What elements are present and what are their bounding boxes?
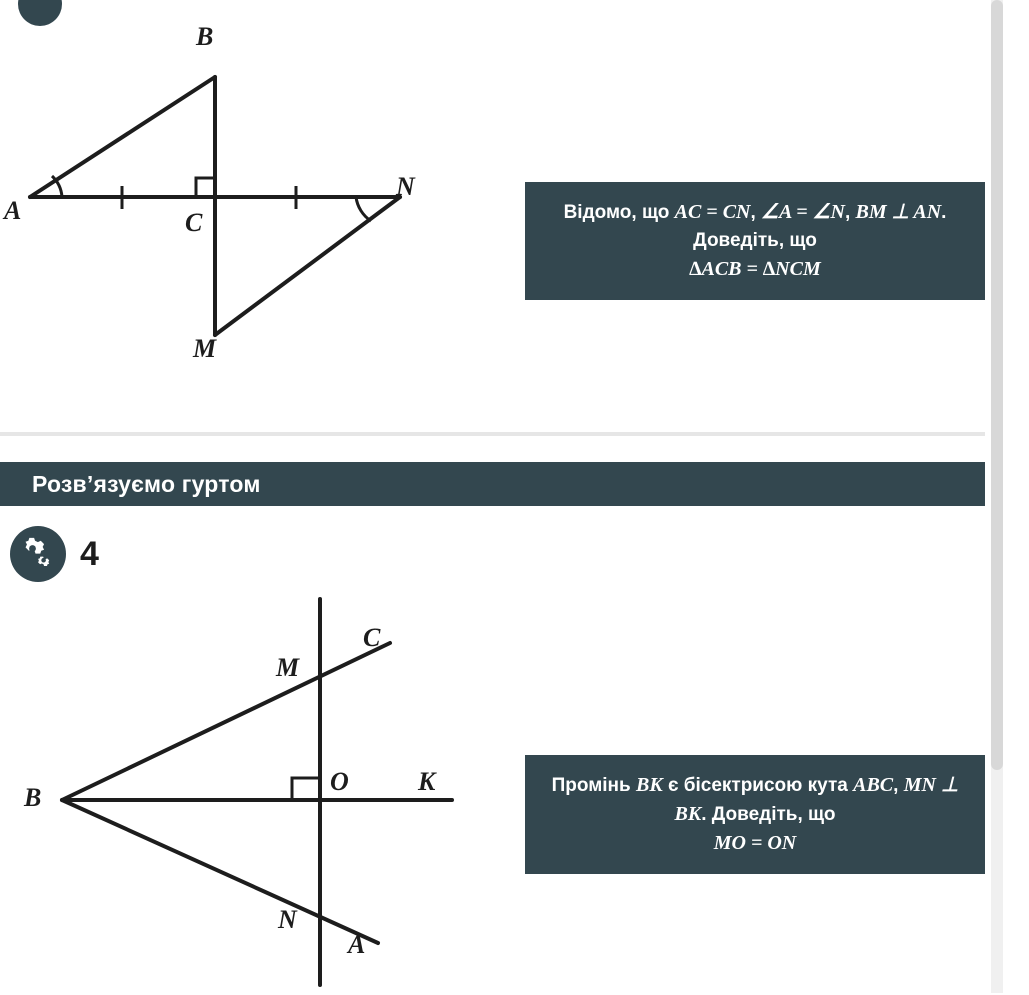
statement-sep-2: , — [844, 202, 856, 223]
figure-label-K: K — [418, 767, 436, 796]
statement-sep: , — [893, 775, 904, 796]
figure-label-A: A — [348, 930, 366, 959]
task-3-block — [0, 0, 985, 430]
right-angle-icon — [196, 178, 215, 197]
bisector-bk-figure — [0, 575, 480, 990]
figure-label-C: C — [363, 623, 381, 652]
statement-mid-2: . Доведіть, що — [701, 804, 836, 825]
statement-prefix: Відомо, що — [563, 202, 675, 223]
statement-conclusion: ∆ACB = ∆NCM — [689, 257, 821, 280]
statement-given-1: AC = CN — [674, 201, 751, 223]
figure-label-N: N — [278, 905, 297, 934]
figure-label-A: A — [4, 196, 22, 225]
task-4-statement — [525, 755, 985, 874]
section-divider — [0, 432, 985, 436]
statement-given-3: MN ⊥ BK — [674, 774, 959, 825]
figure-label-O: O — [330, 767, 349, 796]
statement-given-3: BM ⊥ AN — [855, 201, 942, 223]
figure-label-B: B — [24, 783, 42, 812]
section-header-bar — [0, 462, 985, 506]
statement-given-2: ∠A = ∠N — [761, 201, 845, 223]
statement-given-2: ABC — [853, 774, 894, 796]
right-angle-icon — [292, 778, 320, 800]
task-3-statement — [525, 182, 985, 300]
statement-mid-1: є бісектрисою кута — [662, 775, 854, 796]
angle-arc-icon — [356, 197, 371, 221]
gears-icon — [10, 526, 66, 582]
figure-label-N: N — [396, 172, 415, 201]
figure-label-M: M — [193, 334, 217, 363]
scrollbar-thumb[interactable] — [991, 0, 1003, 770]
figure-label-C: C — [185, 208, 203, 237]
statement-sep-1: , — [750, 202, 762, 223]
figure-label-M: M — [276, 653, 300, 682]
statement-given-1: BK — [636, 774, 663, 796]
triangle-acb-ncm-figure — [0, 20, 470, 390]
figure-label-B: B — [196, 22, 214, 51]
task-4-number: 4 — [80, 534, 99, 573]
statement-prefix: Промінь — [551, 775, 636, 796]
section-header-label: Розв’язуємо гуртом — [32, 470, 261, 497]
statement-conclusion: MO = ON — [713, 832, 797, 854]
statement-mid: . Доведіть, що — [693, 202, 947, 251]
